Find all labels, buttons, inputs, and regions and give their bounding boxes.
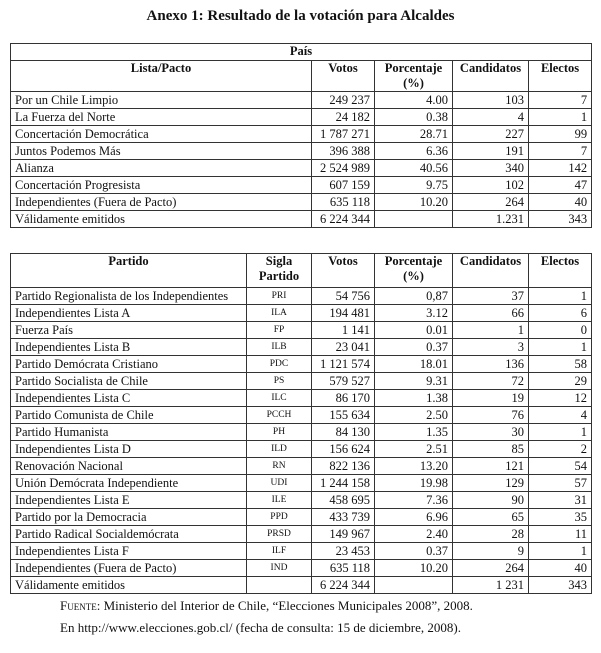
table-cell: 1.231	[453, 211, 529, 228]
column-header: Candidatos	[453, 61, 529, 92]
table-cell: ILB	[247, 339, 312, 356]
source-text: : Ministerio del Interior de Chile, “Elecciones Municipales 2008”, 2008.	[96, 598, 473, 613]
table-cell: 1.38	[375, 390, 453, 407]
table-cell: 0.37	[375, 543, 453, 560]
table-cell: Alianza	[11, 160, 312, 177]
table-row	[11, 458, 592, 475]
table-cell: PDC	[247, 356, 312, 373]
table-cell: PRI	[247, 288, 312, 305]
column-header: Electos	[529, 254, 592, 288]
table-cell: 4	[529, 407, 592, 424]
table-row	[11, 177, 592, 194]
table-cell: 66	[453, 305, 529, 322]
table-cell: Partido Regionalista de los Independientes	[11, 288, 247, 305]
column-header: Partido	[11, 254, 247, 288]
table-cell: Independientes (Fuera de Pacto)	[11, 560, 247, 577]
table-cell: 1	[529, 543, 592, 560]
table-row	[11, 143, 592, 160]
table-cell: 47	[529, 177, 592, 194]
table-cell: Partido Comunista de Chile	[11, 407, 247, 424]
table-cell: 1 231	[453, 577, 529, 594]
table-cell: 30	[453, 424, 529, 441]
column-header: Sigla Partido	[247, 254, 312, 288]
table-cell: Juntos Podemos Más	[11, 143, 312, 160]
table-cell: 635 118	[312, 194, 375, 211]
table-cell: 24 182	[312, 109, 375, 126]
table-cell: Independientes Lista A	[11, 305, 247, 322]
table-cell: 264	[453, 560, 529, 577]
table-cell: 72	[453, 373, 529, 390]
table-cell: 23 453	[312, 543, 375, 560]
source-citation	[60, 598, 473, 614]
table-row	[11, 126, 592, 143]
table-cell: 6 224 344	[312, 577, 375, 594]
table-cell	[247, 577, 312, 594]
table-row	[11, 526, 592, 543]
column-header: Candidatos	[453, 254, 529, 288]
table-cell: 31	[529, 492, 592, 509]
table-cell: 28.71	[375, 126, 453, 143]
table-cell: Independientes Lista E	[11, 492, 247, 509]
table-cell: 156 624	[312, 441, 375, 458]
table-cell: 23 041	[312, 339, 375, 356]
table-cell: ILC	[247, 390, 312, 407]
table-cell: 11	[529, 526, 592, 543]
table-row	[11, 509, 592, 526]
table-cell: 340	[453, 160, 529, 177]
table-cell: 12	[529, 390, 592, 407]
table-cell: Independientes Lista F	[11, 543, 247, 560]
table-cell: 3.12	[375, 305, 453, 322]
table-cell: 191	[453, 143, 529, 160]
table-cell	[375, 577, 453, 594]
table-cell: 90	[453, 492, 529, 509]
table-cell: 6.96	[375, 509, 453, 526]
table-cell: 2.51	[375, 441, 453, 458]
table-cell: Partido Humanista	[11, 424, 247, 441]
table-cell: 65	[453, 509, 529, 526]
table-cell: 7	[529, 143, 592, 160]
table-row	[11, 577, 592, 594]
table-cell: 54 756	[312, 288, 375, 305]
table-cell: 343	[529, 577, 592, 594]
table-cell: 103	[453, 92, 529, 109]
table-row	[11, 288, 592, 305]
table-cell: 0.37	[375, 339, 453, 356]
source-url-line: En http://www.elecciones.gob.cl/ (fecha de consulta: 15 de diciembre, 2008).	[60, 620, 461, 635]
table-cell: 102	[453, 177, 529, 194]
table-cell: 0.01	[375, 322, 453, 339]
table-cell: 4.00	[375, 92, 453, 109]
table-cell: 1	[529, 424, 592, 441]
table-cell: Por un Chile Limpio	[11, 92, 312, 109]
table-cell: UDI	[247, 475, 312, 492]
table-row	[11, 305, 592, 322]
table-cell: PCCH	[247, 407, 312, 424]
table-cell: 9	[453, 543, 529, 560]
table-cell: PS	[247, 373, 312, 390]
table-row	[11, 356, 592, 373]
table-cell: 35	[529, 509, 592, 526]
table-cell: 822 136	[312, 458, 375, 475]
table-cell: 0.38	[375, 109, 453, 126]
results-by-party-table	[10, 253, 592, 594]
table-cell: 635 118	[312, 560, 375, 577]
table-cell: 396 388	[312, 143, 375, 160]
table-cell: 9.75	[375, 177, 453, 194]
table-cell: 121	[453, 458, 529, 475]
table-cell: 1 244 158	[312, 475, 375, 492]
table-row	[11, 390, 592, 407]
table-row	[11, 160, 592, 177]
table-row	[11, 339, 592, 356]
table-cell: 10.20	[375, 194, 453, 211]
table-cell: ILA	[247, 305, 312, 322]
table-cell: 3	[453, 339, 529, 356]
table-cell: ILD	[247, 441, 312, 458]
table-cell: 458 695	[312, 492, 375, 509]
table-cell: 19.98	[375, 475, 453, 492]
table-cell: Válidamente emitidos	[11, 577, 247, 594]
table-row	[11, 92, 592, 109]
table-cell: 129	[453, 475, 529, 492]
table-cell: 249 237	[312, 92, 375, 109]
results-by-list-table	[10, 43, 592, 228]
table-cell: 99	[529, 126, 592, 143]
table-cell: 2.50	[375, 407, 453, 424]
table-cell: 194 481	[312, 305, 375, 322]
table-cell: 9.31	[375, 373, 453, 390]
table-row	[11, 492, 592, 509]
table-cell: 343	[529, 211, 592, 228]
table-row	[11, 322, 592, 339]
table-cell: PH	[247, 424, 312, 441]
table-cell: 1	[529, 339, 592, 356]
document-title: Anexo 1: Resultado de la votación para Alcaldes	[146, 8, 455, 24]
table-cell: 227	[453, 126, 529, 143]
table-cell: 149 967	[312, 526, 375, 543]
table-cell: 54	[529, 458, 592, 475]
table-row	[11, 194, 592, 211]
table-cell: 18.01	[375, 356, 453, 373]
table-cell: 1 141	[312, 322, 375, 339]
table-row	[11, 543, 592, 560]
column-header: Electos	[529, 61, 592, 92]
table-cell: 7	[529, 92, 592, 109]
table-cell: 84 130	[312, 424, 375, 441]
table-cell: 607 159	[312, 177, 375, 194]
table-row	[11, 407, 592, 424]
table-cell: Fuerza País	[11, 322, 247, 339]
table-cell: 40	[529, 194, 592, 211]
table-cell: 2	[529, 441, 592, 458]
table-cell: 136	[453, 356, 529, 373]
table-cell: 19	[453, 390, 529, 407]
table-cell: 40	[529, 560, 592, 577]
table-cell: 29	[529, 373, 592, 390]
column-header: Votos	[312, 254, 375, 288]
table-cell: 1.35	[375, 424, 453, 441]
source-label: Fuente	[60, 598, 97, 613]
table-cell: 57	[529, 475, 592, 492]
table-row	[11, 441, 592, 458]
table-cell	[375, 211, 453, 228]
table-cell: IND	[247, 560, 312, 577]
table-cell: Independientes (Fuera de Pacto)	[11, 194, 312, 211]
table-cell: 2.40	[375, 526, 453, 543]
table-cell: FP	[247, 322, 312, 339]
table-row	[11, 475, 592, 492]
table-cell: Partido Demócrata Cristiano	[11, 356, 247, 373]
table-cell: 1 787 271	[312, 126, 375, 143]
column-header: Lista/Pacto	[11, 61, 312, 92]
table-cell: 579 527	[312, 373, 375, 390]
table-cell: 1	[529, 109, 592, 126]
table-cell: Partido por la Democracia	[11, 509, 247, 526]
table-cell: Unión Demócrata Independiente	[11, 475, 247, 492]
table-cell: Partido Socialista de Chile	[11, 373, 247, 390]
table-cell: Renovación Nacional	[11, 458, 247, 475]
table-cell: La Fuerza del Norte	[11, 109, 312, 126]
table-row	[11, 424, 592, 441]
table-cell: PRSD	[247, 526, 312, 543]
table-cell: 0	[529, 322, 592, 339]
table-cell: 0,87	[375, 288, 453, 305]
column-header: Porcentaje (%)	[375, 61, 453, 92]
table-cell: Válidamente emitidos	[11, 211, 312, 228]
table-cell: 37	[453, 288, 529, 305]
table-cell: 13.20	[375, 458, 453, 475]
table-cell: 40.56	[375, 160, 453, 177]
table-cell: 1 121 574	[312, 356, 375, 373]
table-cell: 142	[529, 160, 592, 177]
table-cell: 10.20	[375, 560, 453, 577]
table-row	[11, 109, 592, 126]
table-cell: Independientes Lista D	[11, 441, 247, 458]
table-cell: 85	[453, 441, 529, 458]
column-header: Votos	[312, 61, 375, 92]
table-cell: 155 634	[312, 407, 375, 424]
table-cell: 433 739	[312, 509, 375, 526]
table-cell: 76	[453, 407, 529, 424]
table-cell: 28	[453, 526, 529, 543]
table-cell: 86 170	[312, 390, 375, 407]
table-cell: RN	[247, 458, 312, 475]
table-cell: ILF	[247, 543, 312, 560]
table-cell: Independientes Lista C	[11, 390, 247, 407]
table-cell: ILE	[247, 492, 312, 509]
column-header: Porcentaje (%)	[375, 254, 453, 288]
table-cell: 1	[529, 288, 592, 305]
table-cell: 7.36	[375, 492, 453, 509]
table-cell: 4	[453, 109, 529, 126]
table-caption: País	[11, 44, 592, 61]
table-cell: 1	[453, 322, 529, 339]
table-cell: Partido Radical Socialdemócrata	[11, 526, 247, 543]
table-row	[11, 560, 592, 577]
table-cell: 6.36	[375, 143, 453, 160]
table-cell: Concertación Progresista	[11, 177, 312, 194]
table-cell: 2 524 989	[312, 160, 375, 177]
table-row	[11, 211, 592, 228]
table-cell: PPD	[247, 509, 312, 526]
table-cell: 6	[529, 305, 592, 322]
table-cell: Concertación Democrática	[11, 126, 312, 143]
table-cell: Independientes Lista B	[11, 339, 247, 356]
table-cell: 6 224 344	[312, 211, 375, 228]
table-row	[11, 373, 592, 390]
table-cell: 58	[529, 356, 592, 373]
table-cell: 264	[453, 194, 529, 211]
